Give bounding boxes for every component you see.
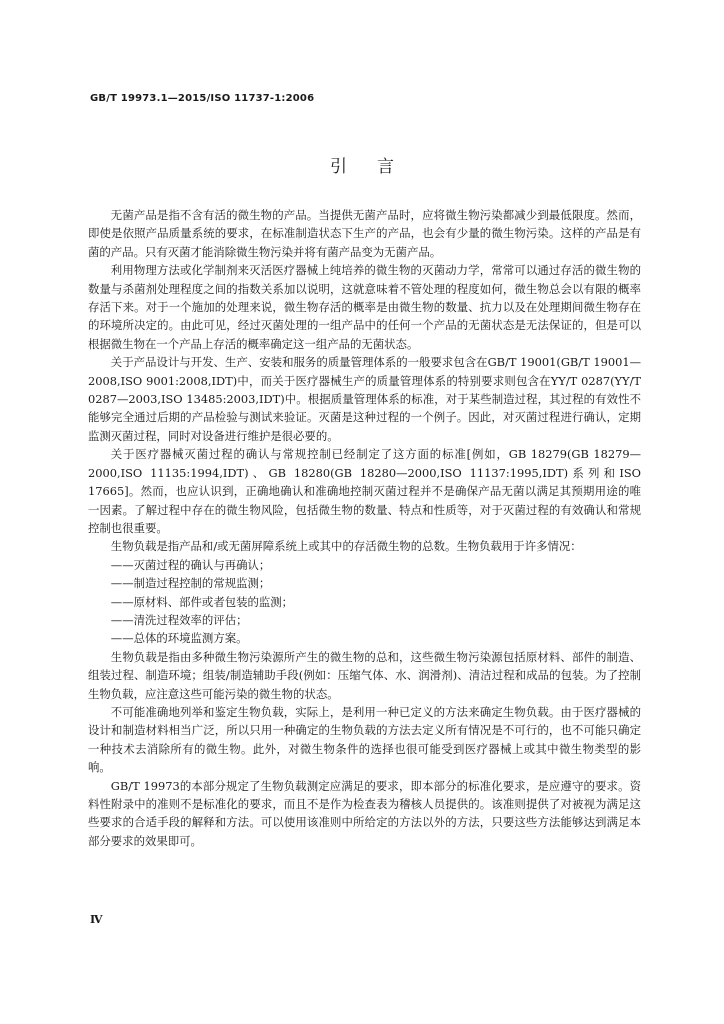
- body-text: [88, 206, 641, 850]
- list-item: ——灭菌过程的确认与再确认；: [110, 557, 271, 572]
- paragraph: 关于医疗器械灭菌过程的确认与常规控制已经制定了这方面的标准[例如，GB 18279(GB 18279—2000,ISO 11135:1994,IDT)、GB 18280(GB 18280—2000,ISO 11137:1995,IDT)系列和ISO 17665]。然而，也应认识到，正确地确认和准确地控制灭菌过程并不是确保产品无菌以满足其预期用途的唯一因素。了解过程中存在的微生物风险，包括微生物的数量、特点和性质等，对于灭菌过程的有效确认和常规控制也很重要。: [88, 447, 641, 535]
- list-item: ——原材料、部件或者包装的监测；: [110, 594, 294, 609]
- paragraph: 不可能准确地列举和鉴定生物负载，实际上，是利用一种已定义的方法来确定生物负载。由于医疗器械的设计和制造材料相当广泛，所以只用一种确定的生物负载的方法去定义所有情况是不可行的，也不可能只确定一种技术去消除所有的微生物。此外，对微生物条件的选择也很可能受到医疗器械上或其中微生物类型的影响。: [88, 704, 641, 775]
- paragraph: 生物负载是指产品和/或无菌屏障系统上或其中的存活微生物的总数。生物负载用于许多情况：: [110, 539, 582, 554]
- paragraph: 生物负载是指由多种微生物污染源所产生的微生物的总和，这些微生物污染源包括原材料、部件的制造、组装过程、制造环境；组装/制造辅助手段(例如：压缩气体、水、润滑剂)、清洁过程和成品的包装。为了控制生物负载，应注意这些可能污染的微生物的状态。: [88, 649, 641, 701]
- page-number: Ⅳ: [90, 913, 103, 926]
- list-item: ——制造过程控制的常规监测；: [110, 576, 271, 591]
- paragraph: GB/T 19973的本部分规定了生物负载测定应满足的要求，即本部分的标准化要求，是应遵守的要求。资料性附录中的准则不是标准化的要求，而且不是作为检查表为稽核人员提供的。该准则提供了对被视为满足这些要求的合适手段的解释和方法。可以使用该准则中所给定的方法以外的方法，只要这些方法能够达到满足本部分要求的效果即可。: [88, 778, 641, 848]
- paragraph: 关于产品设计与开发、生产、安装和服务的质量管理体系的一般要求包含在GB/T 19001(GB/T 19001—2008,ISO 9001:2008,IDT)中，而关于医疗器械生产的质量管理体系的特别要求则包含在YY/T 0287(YY/T 0287—2003,ISO 13485:2003,IDT)中。根据质量管理体系的标准，对于某些制造过程，其过程的有效性不能够完全通过后期的产品检验与测试来验证。灭菌是这种过程的一个例子。因此，对灭菌过程进行确认，定期监测灭菌过程，同时对设备进行维护是很必要的。: [88, 355, 641, 443]
- standard-code-header: GB/T 19973.1—2015/ISO 11737-1:2006: [90, 93, 315, 104]
- section-title: 引言: [330, 157, 424, 177]
- list-item: ——清洗过程效率的评估；: [110, 612, 248, 627]
- list-item: ——总体的环境监测方案。: [110, 631, 248, 646]
- paragraph: 利用物理方法或化学制剂来灭活医疗器械上纯培养的微生物的灭菌动力学，常常可以通过存活的微生物的数量与杀菌剂处理程度之间的指数关系加以说明，这就意味着不管处理的程度如何，微生物总会以有限的概率存活下来。对于一个施加的处理来说，微生物存活的概率是由微生物的数量、抗力以及在处理期间微生物存在的环境所决定的。由此可见，经过灭菌处理的一组产品中的任何一个产品的无菌状态是无法保证的，但是可以根据微生物在一个产品上存活的概率确定这一组产品的无菌状态。: [88, 263, 641, 351]
- paragraph: 无菌产品是指不含有活的微生物的产品。当提供无菌产品时，应将微生物污染都减少到最低限度。然而，即使是依照产品质量系统的要求，在标准制造状态下生产的产品，也会有少量的微生物污染。这样的产品是有菌的产品。只有灭菌才能消除微生物污染并将有菌产品变为无菌产品。: [88, 208, 641, 259]
